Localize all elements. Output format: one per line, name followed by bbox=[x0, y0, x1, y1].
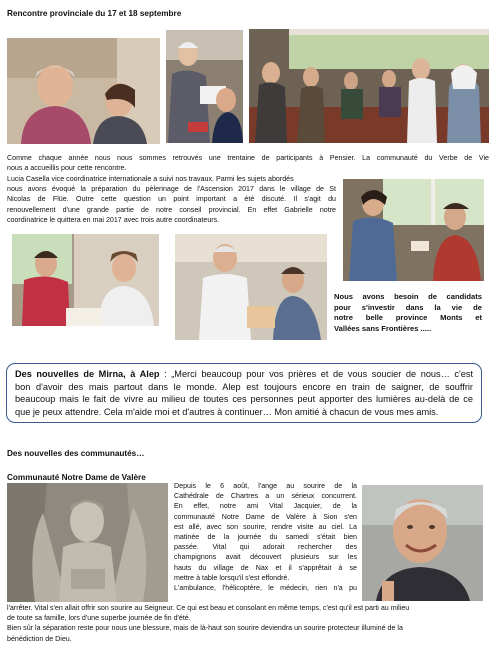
vital-col-line-4: communauté Notre Dame de Valère à Sion s'en bbox=[174, 512, 357, 521]
section-title-communautes: Des nouvelles des communautés… bbox=[7, 449, 145, 458]
vital-full-line-2: de toute sa famille, lors d'une superbe journée de fin d'été. bbox=[7, 614, 191, 623]
mirna-line-1-text: : „Merci beaucoup pour vos prières et de vous soucier de nous… c'est bbox=[159, 369, 473, 379]
vital-full-line-4: bénédiction de Dieu. bbox=[7, 634, 72, 643]
mirna-line-4: que je peux attendre. Cela m'aide moi et d'autres à continuer… Mon amitié à chacun de vous mes amis. bbox=[15, 406, 439, 417]
rencontre-line-6: renouvellement d'une grande partie de notre conseil provincial. En effet Gabrielle notre bbox=[7, 205, 336, 214]
photo-two-laughing bbox=[12, 234, 159, 326]
rencontre-line-5: Nicolas de Flüe. Outre cette question un point important a été discuté. Il s'agit du bbox=[7, 195, 336, 204]
vital-col-line-11: L'ambulance, l'hélicoptère, le médecin, rien n'a pu bbox=[174, 584, 357, 593]
vital-col-line-3: En effet, notre ami Vital Jacquier, de la bbox=[174, 502, 357, 511]
community-subtitle: Communauté Notre Dame de Valère bbox=[7, 473, 146, 482]
rencontre-line-2: nous a accueillis pour cette rencontre. bbox=[7, 164, 127, 173]
mirna-line-3: beaucoup mais le fait de vivre au milieu de toutes ces personnes peut apporter des lumières au-delà de ce bbox=[15, 394, 473, 405]
vital-col-line-5: est allé, avec son sourire, rendre visite au ciel. La bbox=[174, 522, 357, 531]
photo-man-standing bbox=[175, 234, 327, 340]
vital-col-line-2: Cathédrale de Chartres a un sérieux concurrent. bbox=[174, 492, 357, 501]
photo-two-women bbox=[7, 38, 160, 144]
callout-line-4: Vallées sans Frontières ..... bbox=[334, 323, 432, 333]
photo-man-papers bbox=[166, 30, 243, 143]
vital-col-line-6: matinée de la journée du samedi s'était bien bbox=[174, 533, 357, 542]
vital-col-line-7: passée. Vital qui adorait rechercher des bbox=[174, 543, 357, 552]
mirna-title: Des nouvelles de Mirna, à Alep bbox=[15, 369, 160, 379]
callout-line-2: pour s'investir dans la vie de bbox=[334, 302, 482, 312]
vital-col-line-8: champignons avait découvert plusieurs sur les bbox=[174, 553, 357, 562]
rencontre-body bbox=[7, 174, 336, 225]
rencontre-line-1: Comme chaque année nous nous sommes retrouvés une trentaine de participants à Pensier. La communauté du Verbe de Vie bbox=[7, 154, 489, 162]
photo-crowd-room bbox=[249, 29, 489, 143]
vital-full-line-1: l'arrêter. Vital s'en allait offrir son sourire au Seigneur. Ce qui est beau et consolant en même temps, c'est qu'il est parti au milieu bbox=[7, 604, 410, 612]
vital-col-line-9: hauts du village de Nax et il s'apprêtait à se bbox=[174, 563, 357, 572]
rencontre-line-3: Lucia Casella vice coordinatrice internationale a suivi nos travaux. Parmi les sujets abordés bbox=[7, 175, 294, 183]
callout-line-3: notre belle province Monts et bbox=[334, 313, 482, 323]
vital-col-line-1: Depuis le 6 août, l'ange au sourire de la bbox=[174, 482, 357, 490]
mirna-line-2: bon d'avoir des mais partout dans le monde. Alep est toujours encore en train de saigner, de souffrir bbox=[15, 381, 473, 392]
rencontre-line-4: nous avons évoqué la préparation du pèlerinage de l'Ascension 2017 dans le village de St bbox=[7, 185, 336, 194]
rencontre-intro bbox=[7, 153, 489, 173]
photo-smiling-man bbox=[362, 485, 483, 601]
callout-line-1: Nous avons besoin de candidats bbox=[334, 292, 482, 301]
vital-column-text bbox=[174, 481, 357, 593]
mirna-line-1 bbox=[15, 368, 473, 381]
section-title-rencontre: Rencontre provinciale du 17 et 18 septembre bbox=[7, 9, 182, 18]
rencontre-line-7: coordinatrice le quittera en mai 2017 avec trois autre coordinateurs. bbox=[7, 215, 220, 224]
photo-man-woman-window bbox=[343, 179, 484, 281]
vital-col-line-10: mettre à table lorsqu'il s'est effondré. bbox=[174, 573, 290, 582]
vital-closing-text bbox=[7, 603, 489, 644]
mirna-news-text bbox=[15, 368, 473, 418]
vital-full-line-3: Bien sûr la séparation reste pour nous une blessure, mais de là-haut son sourire deviendra un sourire protecteur illuminé de la bbox=[7, 624, 403, 633]
photo-angel-statue bbox=[7, 483, 168, 602]
candidates-callout bbox=[334, 292, 482, 334]
